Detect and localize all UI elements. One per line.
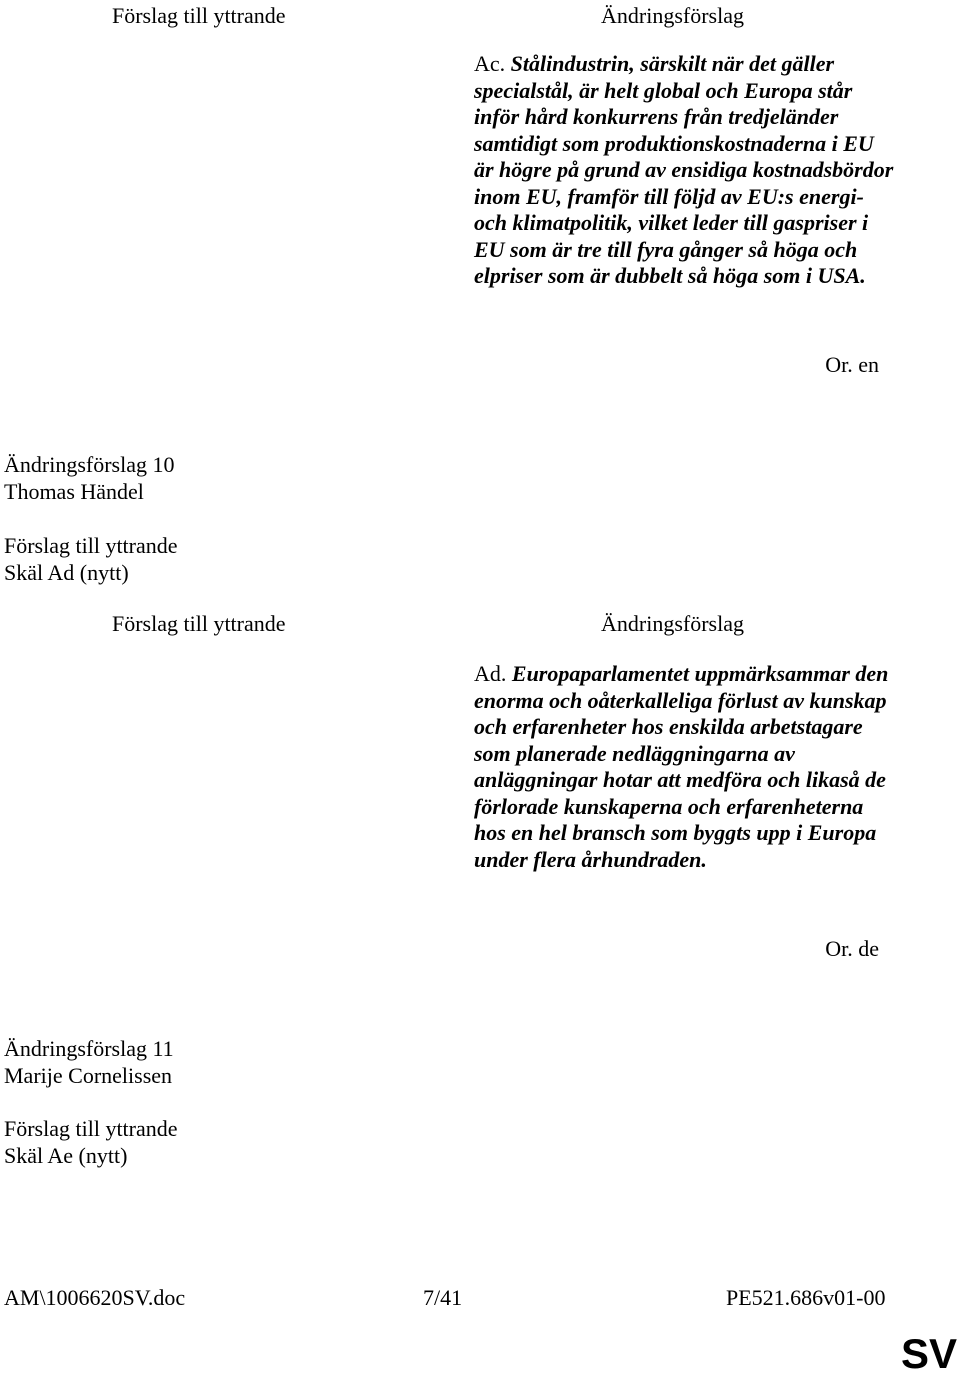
recital-label: Skäl Ad (nytt) [4,560,129,585]
footer-pe-ref: PE521.686v01-00 [726,1285,886,1310]
column-header-right: Ändringsförslag [601,611,744,636]
amendment-text [474,661,894,873]
amendment-prefix: Ac. [474,51,506,76]
column-header-right: Ändringsförslag [601,3,744,28]
original-language: Or. de [825,936,879,961]
recital-label: Skäl Ae (nytt) [4,1143,128,1168]
column-header-left: Förslag till yttrande [112,3,286,28]
amendment-text [474,51,894,290]
amendment-prefix: Ad. [474,661,507,686]
column-header-left: Förslag till yttrande [112,611,286,636]
original-language: Or. en [825,352,879,377]
proposal-label: Förslag till yttrande [4,1116,178,1141]
language-badge: SV [900,1330,957,1377]
amendment-number: Ändringsförslag 10 [4,452,175,477]
amendment-number: Ändringsförslag 11 [4,1036,174,1061]
amendment-body: Stålindustrin, särskilt när det gäller specialstål, är helt global och Europa står inför hård konkurrens från tredjeländer samtidigt som produktionskostnaderna i EU är högre på grund av ensidiga kostnadsbördor inom EU, framför till följd av EU:s energi- och klimatpolitik, vilket leder till gaspriser i EU som är tre till fyra gånger så höga och elpriser som är dubbelt så höga som i USA. [474,51,894,288]
amendment-author: Thomas Händel [4,479,144,504]
footer-doc-ref: AM\1006620SV.doc [4,1285,186,1310]
amendment-author: Marije Cornelissen [4,1063,173,1088]
proposal-label: Förslag till yttrande [4,533,178,558]
amendment-body: Europaparlamentet uppmärksammar den enorma och oåterkalleliga förlust av kunskap och erfarenheter hos enskilda arbetstagare som planerade nedläggningarna av anläggningar hotar att medföra och likaså de förlorade kunskaperna och erfarenheterna hos en hel bransch som byggts upp i Europa under flera århundraden. [474,661,889,872]
footer-page-number: 7/41 [423,1285,463,1310]
